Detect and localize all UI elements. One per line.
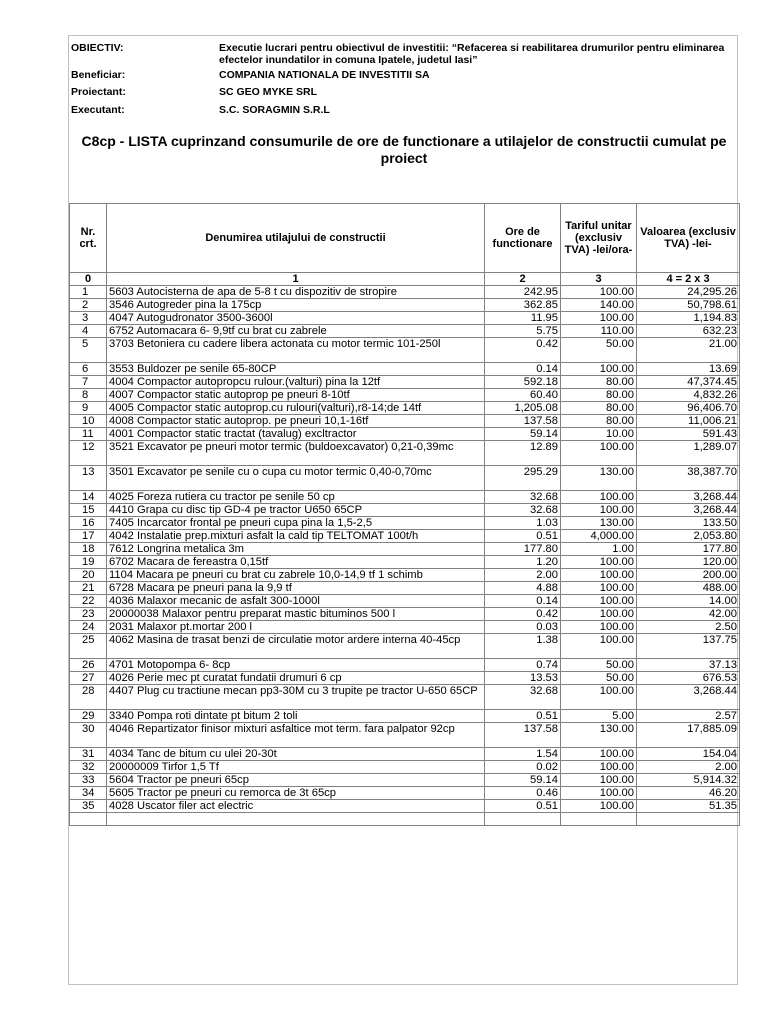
cell-name: 3553 Buldozer pe senile 65-80CP bbox=[107, 363, 485, 376]
cell-name: 4062 Masina de trasat benzi de circulatie motor ardere interna 40-45cp bbox=[107, 634, 485, 659]
cell-rate: 100.00 bbox=[561, 685, 637, 710]
cell-hours: 0.14 bbox=[485, 595, 561, 608]
empty-row bbox=[70, 813, 740, 826]
cell-name: 7405 Incarcator frontal pe pneuri cupa pina la 1,5-2,5 bbox=[107, 517, 485, 530]
cell-value: 47,374.45 bbox=[637, 376, 740, 389]
cell-nr: 15 bbox=[70, 504, 107, 517]
cell-rate: 110.00 bbox=[561, 325, 637, 338]
cell-value: 11,006.21 bbox=[637, 415, 740, 428]
cell-value: 42.00 bbox=[637, 608, 740, 621]
cell-nr: 16 bbox=[70, 517, 107, 530]
cell-nr: 6 bbox=[70, 363, 107, 376]
table-row bbox=[70, 338, 740, 363]
cell-hours: 1.03 bbox=[485, 517, 561, 530]
cell-hours: 1.54 bbox=[485, 748, 561, 761]
cell-nr: 2 bbox=[70, 299, 107, 312]
cell-hours: 1,205.08 bbox=[485, 402, 561, 415]
table-row bbox=[70, 389, 740, 402]
table-row bbox=[70, 441, 740, 466]
cell-value: 2.50 bbox=[637, 621, 740, 634]
cell-name: 4028 Uscator filer act electric bbox=[107, 800, 485, 813]
cell-name: 6752 Automacara 6- 9,9tf cu brat cu zabrele bbox=[107, 325, 485, 338]
cell-nr: 22 bbox=[70, 595, 107, 608]
table-trailer bbox=[70, 813, 740, 826]
cell-value: 154.04 bbox=[637, 748, 740, 761]
cell-rate: 10.00 bbox=[561, 428, 637, 441]
cell-rate: 100.00 bbox=[561, 286, 637, 299]
cell-nr: 5 bbox=[70, 338, 107, 363]
cell-rate: 1.00 bbox=[561, 543, 637, 556]
header-nr: Nr. crt. bbox=[70, 204, 107, 273]
cell-name: 5603 Autocisterna de apa de 5-8 t cu dispozitiv de stropire bbox=[107, 286, 485, 299]
table-row bbox=[70, 595, 740, 608]
cell-value: 676.53 bbox=[637, 672, 740, 685]
cell-name: 4034 Tanc de bitum cu ulei 20-30t bbox=[107, 748, 485, 761]
cell-nr: 33 bbox=[70, 774, 107, 787]
cell-value: 133.50 bbox=[637, 517, 740, 530]
cell-name: 6702 Macara de fereastra 0,15tf bbox=[107, 556, 485, 569]
header-value: Valoarea (exclusiv TVA) -lei- bbox=[637, 204, 740, 273]
cell-value: 3,268.44 bbox=[637, 491, 740, 504]
cell-hours: 0.74 bbox=[485, 659, 561, 672]
equipment-table bbox=[69, 203, 740, 826]
cell-value: 46.20 bbox=[637, 787, 740, 800]
cell-value: 5,914.32 bbox=[637, 774, 740, 787]
table-row bbox=[70, 723, 740, 748]
cell-name: 5604 Tractor pe pneuri 65cp bbox=[107, 774, 485, 787]
cell-rate: 80.00 bbox=[561, 376, 637, 389]
cell-value: 14.00 bbox=[637, 595, 740, 608]
empty-cell bbox=[107, 813, 485, 826]
table-row bbox=[70, 787, 740, 800]
table-row bbox=[70, 659, 740, 672]
cell-name: 4007 Compactor static autoprop pe pneuri 8-10tf bbox=[107, 389, 485, 402]
cell-value: 17,885.09 bbox=[637, 723, 740, 748]
header-rate: Tariful unitar (exclusiv TVA) -lei/ora- bbox=[561, 204, 637, 273]
cell-rate: 5.00 bbox=[561, 710, 637, 723]
objectiv-value: Executie lucrari pentru obiectivul de investitii: “Refacerea si reabilitarea drumurilor pentru eliminarea efectelor inundatilor in comuna Ipatele, judetul Iasi” bbox=[219, 42, 725, 66]
table-row bbox=[70, 774, 740, 787]
cell-value: 24,295.26 bbox=[637, 286, 740, 299]
cell-name: 4005 Compactor static autoprop.cu rulouri(valturi),r8-14;de 14tf bbox=[107, 402, 485, 415]
table-row bbox=[70, 530, 740, 543]
cell-rate: 100.00 bbox=[561, 748, 637, 761]
table-row bbox=[70, 761, 740, 774]
cell-hours: 32.68 bbox=[485, 491, 561, 504]
cell-value: 1,289.07 bbox=[637, 441, 740, 466]
cell-value: 120.00 bbox=[637, 556, 740, 569]
cell-nr: 14 bbox=[70, 491, 107, 504]
table-row bbox=[70, 800, 740, 813]
cell-name: 3340 Pompa roti dintate pt bitum 2 toli bbox=[107, 710, 485, 723]
empty-cell bbox=[70, 813, 107, 826]
cell-value: 37.13 bbox=[637, 659, 740, 672]
cell-value: 13.69 bbox=[637, 363, 740, 376]
cell-hours: 0.46 bbox=[485, 787, 561, 800]
cell-nr: 29 bbox=[70, 710, 107, 723]
cell-nr: 25 bbox=[70, 634, 107, 659]
cell-nr: 27 bbox=[70, 672, 107, 685]
cell-hours: 362.85 bbox=[485, 299, 561, 312]
cell-hours: 0.51 bbox=[485, 530, 561, 543]
document-sheet bbox=[68, 35, 738, 985]
cell-name: 6728 Macara pe pneuri pana la 9,9 tf bbox=[107, 582, 485, 595]
cell-hours: 0.51 bbox=[485, 800, 561, 813]
cell-nr: 11 bbox=[70, 428, 107, 441]
cell-hours: 0.14 bbox=[485, 363, 561, 376]
cell-hours: 137.58 bbox=[485, 415, 561, 428]
table-row bbox=[70, 402, 740, 415]
cell-name: 4046 Repartizator finisor mixturi asfaltice mot term. fara palpator 92cp bbox=[107, 723, 485, 748]
cell-value: 21.00 bbox=[637, 338, 740, 363]
empty-cell bbox=[485, 813, 561, 826]
table-row bbox=[70, 517, 740, 530]
cell-nr: 21 bbox=[70, 582, 107, 595]
cell-name: 4026 Perie mec pt curatat fundatii drumuri 6 cp bbox=[107, 672, 485, 685]
cell-nr: 28 bbox=[70, 685, 107, 710]
cell-nr: 32 bbox=[70, 761, 107, 774]
cell-name: 20000038 Malaxor pentru preparat mastic bituminos 500 l bbox=[107, 608, 485, 621]
cell-nr: 4 bbox=[70, 325, 107, 338]
cell-hours: 295.29 bbox=[485, 466, 561, 491]
table-row bbox=[70, 312, 740, 325]
cell-nr: 7 bbox=[70, 376, 107, 389]
cell-rate: 100.00 bbox=[561, 787, 637, 800]
table-row bbox=[70, 672, 740, 685]
col-number: 0 bbox=[70, 273, 107, 286]
cell-hours: 137.58 bbox=[485, 723, 561, 748]
cell-nr: 13 bbox=[70, 466, 107, 491]
cell-nr: 26 bbox=[70, 659, 107, 672]
cell-name: 2031 Malaxor pt.mortar 200 l bbox=[107, 621, 485, 634]
cell-rate: 100.00 bbox=[561, 761, 637, 774]
cell-value: 2.57 bbox=[637, 710, 740, 723]
cell-name: 3703 Betoniera cu cadere libera actonata cu motor termic 101-250l bbox=[107, 338, 485, 363]
table-row bbox=[70, 748, 740, 761]
cell-hours: 59.14 bbox=[485, 774, 561, 787]
cell-name: 20000009 Tirfor 1,5 Tf bbox=[107, 761, 485, 774]
cell-hours: 59.14 bbox=[485, 428, 561, 441]
cell-value: 38,387.70 bbox=[637, 466, 740, 491]
cell-rate: 4,000.00 bbox=[561, 530, 637, 543]
cell-nr: 1 bbox=[70, 286, 107, 299]
cell-name: 4042 Instalatie prep.mixturi asfalt la cald tip TELTOMAT 100t/h bbox=[107, 530, 485, 543]
cell-hours: 32.68 bbox=[485, 504, 561, 517]
table-row bbox=[70, 569, 740, 582]
cell-hours: 5.75 bbox=[485, 325, 561, 338]
cell-value: 96,406.70 bbox=[637, 402, 740, 415]
cell-rate: 100.00 bbox=[561, 634, 637, 659]
cell-hours: 242.95 bbox=[485, 286, 561, 299]
table-row bbox=[70, 325, 740, 338]
cell-name: 3501 Excavator pe senile cu o cupa cu motor termic 0,40-0,70mc bbox=[107, 466, 485, 491]
cell-value: 137.75 bbox=[637, 634, 740, 659]
cell-name: 4410 Grapa cu disc tip GD-4 pe tractor U650 65CP bbox=[107, 504, 485, 517]
table-row bbox=[70, 608, 740, 621]
cell-name: 1104 Macara pe pneuri cu brat cu zabrele 10,0-14,9 tf 1 schimb bbox=[107, 569, 485, 582]
cell-name: 3521 Excavator pe pneuri motor termic (buldoexcavator) 0,21-0,39mc bbox=[107, 441, 485, 466]
cell-nr: 12 bbox=[70, 441, 107, 466]
cell-rate: 50.00 bbox=[561, 672, 637, 685]
cell-nr: 23 bbox=[70, 608, 107, 621]
cell-rate: 50.00 bbox=[561, 338, 637, 363]
cell-rate: 140.00 bbox=[561, 299, 637, 312]
cell-rate: 50.00 bbox=[561, 659, 637, 672]
column-number-row bbox=[70, 273, 740, 286]
cell-rate: 100.00 bbox=[561, 363, 637, 376]
table-row bbox=[70, 685, 740, 710]
table-body bbox=[70, 286, 740, 813]
table-row bbox=[70, 363, 740, 376]
header-hours: Ore de functionare bbox=[485, 204, 561, 273]
cell-rate: 100.00 bbox=[561, 312, 637, 325]
table-row bbox=[70, 466, 740, 491]
header-name: Denumirea utilajului de constructii bbox=[107, 204, 485, 273]
cell-hours: 12.89 bbox=[485, 441, 561, 466]
cell-rate: 100.00 bbox=[561, 556, 637, 569]
cell-value: 177.80 bbox=[637, 543, 740, 556]
cell-name: 4025 Foreza rutiera cu tractor pe senile 50 cp bbox=[107, 491, 485, 504]
cell-nr: 8 bbox=[70, 389, 107, 402]
table-header-row bbox=[70, 204, 740, 273]
cell-value: 2.00 bbox=[637, 761, 740, 774]
cell-rate: 100.00 bbox=[561, 800, 637, 813]
cell-rate: 100.00 bbox=[561, 608, 637, 621]
table-row bbox=[70, 543, 740, 556]
table-row bbox=[70, 621, 740, 634]
table-row bbox=[70, 710, 740, 723]
cell-value: 50,798.61 bbox=[637, 299, 740, 312]
col-number: 2 bbox=[485, 273, 561, 286]
cell-hours: 32.68 bbox=[485, 685, 561, 710]
proiectant-label: Proiectant: bbox=[71, 86, 126, 98]
cell-rate: 100.00 bbox=[561, 504, 637, 517]
objectiv-label: OBIECTIV: bbox=[71, 42, 124, 54]
cell-rate: 100.00 bbox=[561, 569, 637, 582]
cell-nr: 10 bbox=[70, 415, 107, 428]
cell-value: 591.43 bbox=[637, 428, 740, 441]
cell-value: 3,268.44 bbox=[637, 504, 740, 517]
cell-name: 7612 Longrina metalica 3m bbox=[107, 543, 485, 556]
cell-name: 5605 Tractor pe pneuri cu remorca de 3t 65cp bbox=[107, 787, 485, 800]
cell-hours: 0.42 bbox=[485, 608, 561, 621]
cell-hours: 0.51 bbox=[485, 710, 561, 723]
cell-name: 4004 Compactor autopropcu rulour.(valturi) pina la 12tf bbox=[107, 376, 485, 389]
cell-nr: 30 bbox=[70, 723, 107, 748]
executant-value: S.C. SORAGMIN S.R.L bbox=[219, 104, 330, 116]
cell-value: 4,832.26 bbox=[637, 389, 740, 402]
cell-hours: 13.53 bbox=[485, 672, 561, 685]
cell-hours: 4.88 bbox=[485, 582, 561, 595]
page-title: C8cp - LISTA cuprinzand consumurile de ore de functionare a utilajelor de constructii cumulat pe proiect bbox=[81, 133, 727, 166]
table-row bbox=[70, 286, 740, 299]
cell-rate: 80.00 bbox=[561, 415, 637, 428]
beneficiar-label: Beneficiar: bbox=[71, 69, 126, 81]
cell-name: 4047 Autogudronator 3500-3600l bbox=[107, 312, 485, 325]
cell-value: 2,053.80 bbox=[637, 530, 740, 543]
cell-nr: 18 bbox=[70, 543, 107, 556]
cell-rate: 100.00 bbox=[561, 595, 637, 608]
table-row bbox=[70, 299, 740, 312]
table-row bbox=[70, 376, 740, 389]
cell-nr: 24 bbox=[70, 621, 107, 634]
cell-hours: 592.18 bbox=[485, 376, 561, 389]
cell-nr: 34 bbox=[70, 787, 107, 800]
table-row bbox=[70, 556, 740, 569]
cell-value: 3,268.44 bbox=[637, 685, 740, 710]
cell-rate: 130.00 bbox=[561, 466, 637, 491]
cell-hours: 60.40 bbox=[485, 389, 561, 402]
cell-nr: 9 bbox=[70, 402, 107, 415]
empty-cell bbox=[561, 813, 637, 826]
cell-hours: 177.80 bbox=[485, 543, 561, 556]
cell-name: 4008 Compactor static autoprop. pe pneuri 10,1-16tf bbox=[107, 415, 485, 428]
cell-rate: 80.00 bbox=[561, 402, 637, 415]
cell-value: 51.35 bbox=[637, 800, 740, 813]
col-number: 3 bbox=[561, 273, 637, 286]
table-row bbox=[70, 491, 740, 504]
col-number: 1 bbox=[107, 273, 485, 286]
table-row bbox=[70, 415, 740, 428]
cell-rate: 100.00 bbox=[561, 621, 637, 634]
cell-nr: 19 bbox=[70, 556, 107, 569]
cell-nr: 31 bbox=[70, 748, 107, 761]
cell-name: 4701 Motopompa 6- 8cp bbox=[107, 659, 485, 672]
col-number: 4 = 2 x 3 bbox=[637, 273, 740, 286]
cell-nr: 20 bbox=[70, 569, 107, 582]
cell-nr: 35 bbox=[70, 800, 107, 813]
cell-name: 4001 Compactor static tractat (tavalug) excltractor bbox=[107, 428, 485, 441]
cell-rate: 100.00 bbox=[561, 774, 637, 787]
cell-name: 3546 Autogreder pina la 175cp bbox=[107, 299, 485, 312]
cell-hours: 2.00 bbox=[485, 569, 561, 582]
cell-rate: 130.00 bbox=[561, 723, 637, 748]
cell-nr: 3 bbox=[70, 312, 107, 325]
cell-rate: 130.00 bbox=[561, 517, 637, 530]
beneficiar-value: COMPANIA NATIONALA DE INVESTITII SA bbox=[219, 69, 430, 81]
cell-hours: 0.02 bbox=[485, 761, 561, 774]
cell-value: 488.00 bbox=[637, 582, 740, 595]
cell-value: 200.00 bbox=[637, 569, 740, 582]
table-row bbox=[70, 504, 740, 517]
cell-rate: 80.00 bbox=[561, 389, 637, 402]
table-row bbox=[70, 428, 740, 441]
empty-cell bbox=[637, 813, 740, 826]
cell-hours: 0.42 bbox=[485, 338, 561, 363]
cell-value: 1,194.83 bbox=[637, 312, 740, 325]
table-row bbox=[70, 582, 740, 595]
proiectant-value: SC GEO MYKE SRL bbox=[219, 86, 318, 98]
cell-hours: 11.95 bbox=[485, 312, 561, 325]
cell-hours: 1.20 bbox=[485, 556, 561, 569]
cell-hours: 1.38 bbox=[485, 634, 561, 659]
cell-rate: 100.00 bbox=[561, 582, 637, 595]
cell-value: 632.23 bbox=[637, 325, 740, 338]
cell-name: 4036 Malaxor mecanic de asfalt 300-1000l bbox=[107, 595, 485, 608]
cell-name: 4407 Plug cu tractiune mecan pp3-30M cu 3 trupite pe tractor U-650 65CP bbox=[107, 685, 485, 710]
cell-nr: 17 bbox=[70, 530, 107, 543]
cell-rate: 100.00 bbox=[561, 491, 637, 504]
cell-rate: 100.00 bbox=[561, 441, 637, 466]
executant-label: Executant: bbox=[71, 104, 125, 116]
table-row bbox=[70, 634, 740, 659]
cell-hours: 0.03 bbox=[485, 621, 561, 634]
